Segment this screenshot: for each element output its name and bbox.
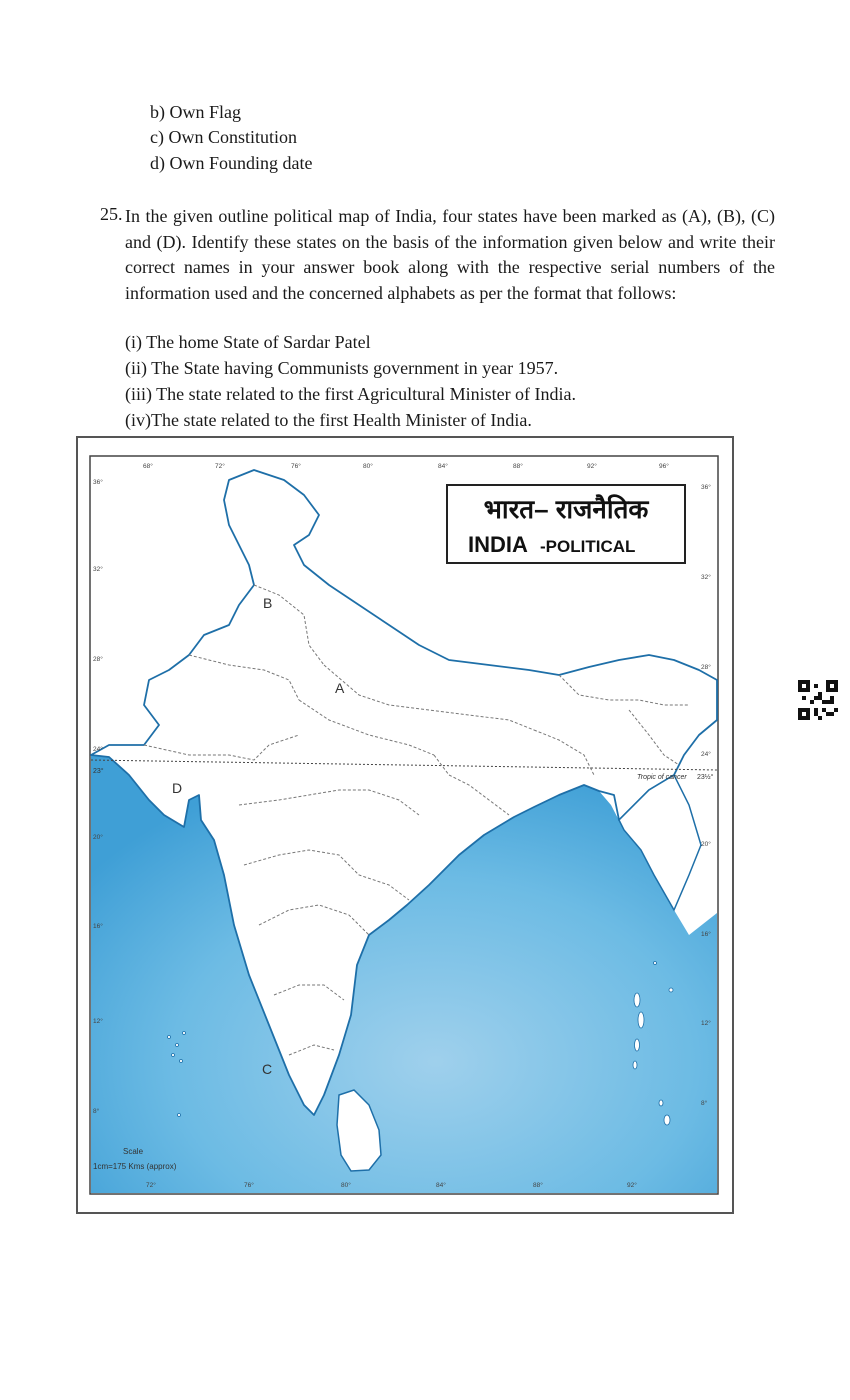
svg-text:92°: 92° <box>587 463 597 470</box>
qr-code-icon <box>798 680 838 720</box>
marker-a: A <box>335 680 345 696</box>
option-d: d) Own Founding date <box>150 153 313 173</box>
map-title-sub: -POLITICAL <box>540 537 636 556</box>
tropic-deg-left: 23° <box>93 768 104 775</box>
svg-text:80°: 80° <box>363 463 373 470</box>
map-title-box <box>447 485 685 563</box>
svg-text:8°: 8° <box>93 1108 100 1115</box>
svg-text:36°: 36° <box>93 479 103 486</box>
map-title-main: INDIA <box>468 532 528 557</box>
svg-text:92°: 92° <box>627 1182 637 1189</box>
clue-2: (ii) The State having Communists government in year 1957. <box>125 358 559 378</box>
svg-text:8°: 8° <box>701 1100 708 1107</box>
svg-text:20°: 20° <box>701 841 711 848</box>
option-b: b) Own Flag <box>150 102 241 122</box>
svg-text:24°: 24° <box>701 751 711 758</box>
question-text: In the given outline political map of India, four states have been marked as (A), (B), (C) and (D). Identify these states on the basis of the information given below and write their correct names in your answer book along with the respective serial numbers of the information used and the concerned alphabets as per the format that follows: <box>125 206 775 303</box>
question-number: 25. <box>100 204 123 224</box>
svg-text:88°: 88° <box>513 463 523 470</box>
option-c: c) Own Constitution <box>150 127 297 147</box>
svg-text:16°: 16° <box>93 923 103 930</box>
svg-text:32°: 32° <box>93 566 103 573</box>
marker-c: C <box>262 1061 273 1077</box>
svg-text:84°: 84° <box>438 463 448 470</box>
tropic-deg-right: 23½° <box>697 774 714 781</box>
svg-text:24°: 24° <box>93 746 103 753</box>
marker-d: D <box>172 780 183 796</box>
clue-4: (iv)The state related to the first Health Minister of India. <box>125 410 532 430</box>
marker-b: B <box>263 595 273 611</box>
svg-text:80°: 80° <box>341 1182 351 1189</box>
svg-text:68°: 68° <box>143 463 153 470</box>
svg-text:28°: 28° <box>93 656 103 663</box>
svg-text:32°: 32° <box>701 574 711 581</box>
tropic-label: Tropic of cancer <box>637 774 687 781</box>
clue-1: (i) The home State of Sardar Patel <box>125 332 371 352</box>
scale-value: 1cm=175 Kms (approx) <box>93 1162 177 1171</box>
svg-text:84°: 84° <box>436 1182 446 1189</box>
india-political-map <box>89 455 719 1195</box>
scale-label: Scale <box>123 1147 144 1156</box>
svg-text:12°: 12° <box>93 1018 103 1025</box>
svg-text:20°: 20° <box>93 834 103 841</box>
map-title-hindi: भारत– राजनैतिक <box>483 494 649 524</box>
svg-text:76°: 76° <box>244 1182 254 1189</box>
svg-text:12°: 12° <box>701 1020 711 1027</box>
svg-text:28°: 28° <box>701 664 711 671</box>
svg-text:96°: 96° <box>659 463 669 470</box>
clue-3: (iii) The state related to the first Agricultural Minister of India. <box>125 384 577 404</box>
svg-text:16°: 16° <box>701 931 711 938</box>
svg-text:72°: 72° <box>215 463 225 470</box>
svg-text:88°: 88° <box>533 1182 543 1189</box>
svg-text:76°: 76° <box>291 463 301 470</box>
svg-text:36°: 36° <box>701 484 711 491</box>
svg-text:72°: 72° <box>146 1182 156 1189</box>
